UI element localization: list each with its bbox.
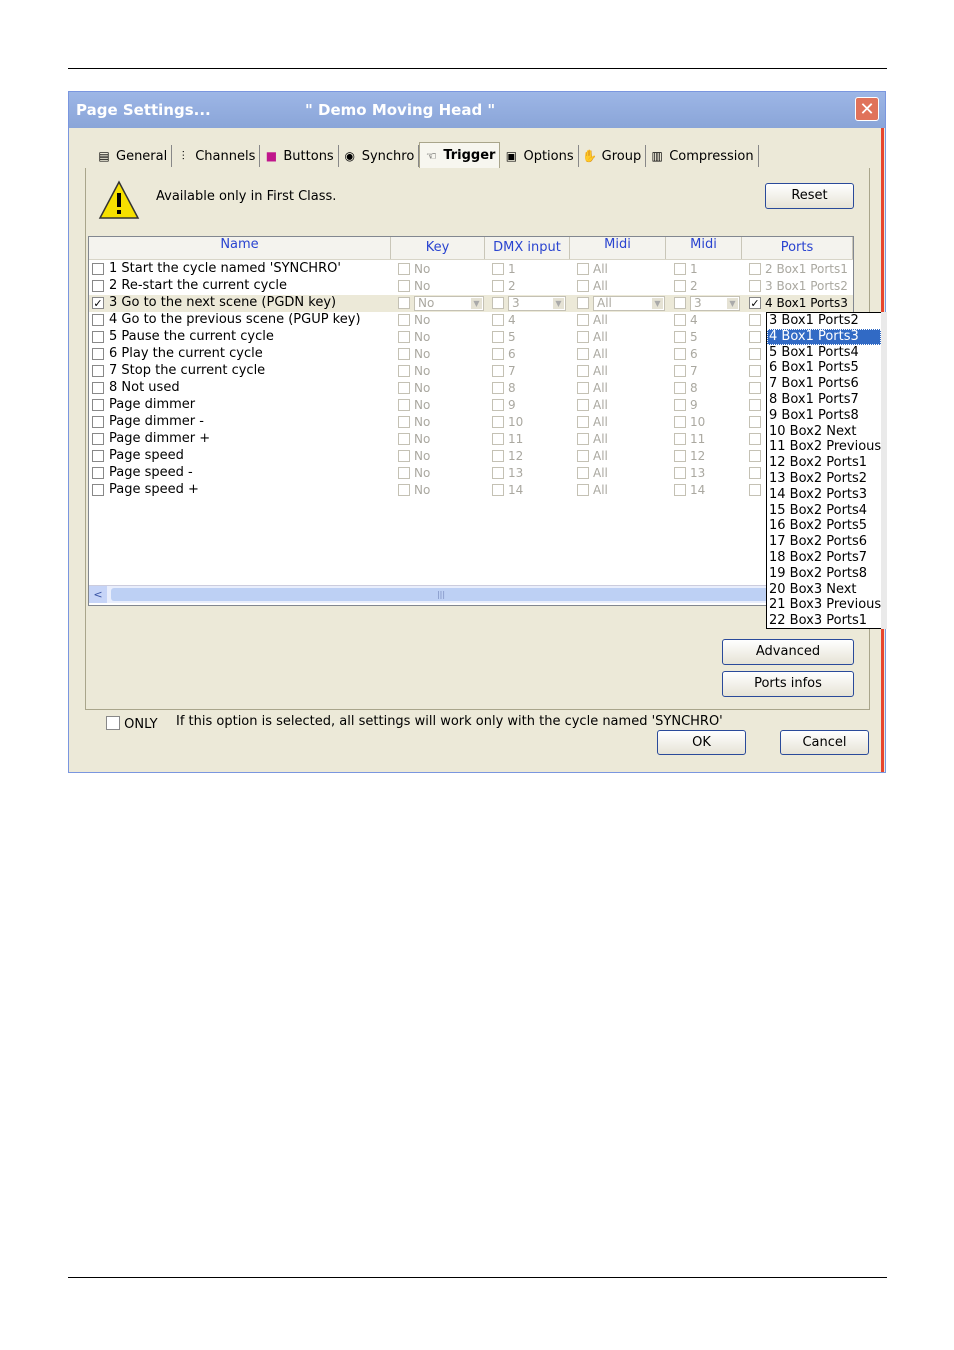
midi-channels-checkbox[interactable]: [577, 416, 589, 428]
only-option[interactable]: [106, 714, 158, 732]
key-value: No: [414, 347, 431, 361]
dropdown-option[interactable]: 8 Box1 Ports7: [769, 391, 859, 407]
dmx-input-checkbox[interactable]: [492, 399, 504, 411]
midi-note-checkbox[interactable]: [674, 297, 686, 309]
ports-value[interactable]: 4 Box1 Ports3: [765, 296, 848, 310]
table-row[interactable]: [89, 363, 853, 380]
row-enable-checkbox[interactable]: [92, 365, 104, 377]
key-value: No: [414, 449, 431, 463]
close-icon[interactable]: ✕: [855, 97, 879, 121]
dmx-input-checkbox[interactable]: [492, 365, 504, 377]
row-name: 3 Go to the next scene (PGDN key): [109, 295, 337, 310]
midi-channels-value: All: [593, 483, 608, 497]
dmx-input-checkbox[interactable]: [492, 433, 504, 445]
column-key[interactable]: Key: [391, 237, 485, 259]
midi-channels-value: All: [593, 313, 608, 327]
table-row[interactable]: [89, 448, 853, 465]
midi-channels-value: All: [593, 415, 608, 429]
table-row[interactable]: [89, 346, 853, 363]
key-checkbox[interactable]: [398, 365, 410, 377]
key-value: No: [414, 466, 431, 480]
dropdown-option[interactable]: 12 Box2 Ports1: [769, 455, 868, 471]
window-subtitle: " Demo Moving Head ": [305, 101, 496, 119]
midi-channels-checkbox[interactable]: [577, 365, 589, 377]
row-name: Page speed: [109, 448, 184, 463]
compression-icon: ▥: [651, 149, 663, 163]
midi-note-checkbox[interactable]: [674, 416, 686, 428]
midi-note-checkbox[interactable]: [674, 331, 686, 343]
row-enable-checkbox[interactable]: [92, 416, 104, 428]
row-enable-checkbox[interactable]: ✓: [93, 297, 103, 310]
dropdown-option[interactable]: 22 Box3 Ports1: [769, 613, 868, 629]
column-midi-note[interactable]: Midi: [666, 237, 742, 259]
key-checkbox[interactable]: [398, 263, 410, 275]
midi-channels-checkbox[interactable]: [577, 382, 589, 394]
midi-channels-checkbox[interactable]: [577, 399, 589, 411]
dmx-input-checkbox[interactable]: [492, 348, 504, 360]
dropdown-option[interactable]: 4 Box1 Ports3: [767, 329, 881, 345]
dmx-input-value: 6: [508, 347, 516, 361]
key-value: No: [414, 432, 431, 446]
key-checkbox[interactable]: [398, 382, 410, 394]
dropdown-option[interactable]: 10 Box2 Next: [769, 423, 857, 439]
row-name: Page dimmer -: [109, 414, 204, 429]
row-enable-checkbox[interactable]: [92, 280, 104, 292]
ports-checkbox[interactable]: [749, 433, 761, 445]
dropdown-option[interactable]: 20 Box3 Next: [769, 581, 857, 597]
midi-channels-checkbox[interactable]: [577, 297, 589, 309]
row-name: 2 Re-start the current cycle: [109, 278, 288, 293]
midi-channels-value: All: [597, 296, 612, 310]
dropdown-option[interactable]: 5 Box1 Ports4: [769, 344, 859, 360]
row-enable-checkbox[interactable]: [92, 467, 104, 479]
row-name: 5 Pause the current cycle: [109, 329, 274, 344]
midi-channels-value: All: [593, 381, 608, 395]
table-row[interactable]: [89, 465, 853, 482]
key-checkbox[interactable]: [398, 450, 410, 462]
midi-note-checkbox[interactable]: [674, 314, 686, 326]
row-enable-checkbox[interactable]: [92, 433, 104, 445]
tab-compression[interactable]: [646, 145, 758, 167]
midi-channels-checkbox[interactable]: [577, 348, 589, 360]
dropdown-option[interactable]: 6 Box1 Ports5: [769, 360, 859, 376]
scroll-left-icon[interactable]: <: [89, 586, 107, 603]
dmx-input-value: 9: [508, 398, 516, 412]
dropdown-option[interactable]: 7 Box1 Ports6: [769, 376, 859, 392]
row-name: Page speed -: [109, 465, 193, 480]
row-enable-checkbox[interactable]: [92, 331, 104, 343]
row-enable-checkbox[interactable]: [92, 348, 104, 360]
row-name: Page dimmer +: [109, 431, 211, 446]
midi-channels-checkbox[interactable]: [577, 314, 589, 326]
dmx-input-value: 1: [508, 262, 516, 276]
midi-note-value: 6: [690, 347, 698, 361]
dmx-input-value: 2: [508, 279, 516, 293]
midi-channels-value: All: [593, 432, 608, 446]
dmx-input-checkbox[interactable]: [492, 280, 504, 292]
row-enable-checkbox[interactable]: [92, 450, 104, 462]
midi-channels-checkbox[interactable]: [577, 433, 589, 445]
ports-checkbox[interactable]: [749, 399, 761, 411]
midi-note-value: 5: [690, 330, 698, 344]
ports-infos-button[interactable]: Ports infos: [722, 671, 854, 697]
midi-note-value: 2: [690, 279, 698, 293]
dmx-input-value: 4: [508, 313, 516, 327]
sliders-icon: ⫶: [181, 149, 185, 163]
ports-dropdown-list[interactable]: [766, 312, 882, 629]
midi-channels-value: All: [593, 262, 608, 276]
dmx-input-checkbox[interactable]: [492, 297, 504, 309]
table-row[interactable]: [89, 380, 853, 397]
dropdown-option[interactable]: 18 Box2 Ports7: [769, 549, 868, 565]
trigger-grid[interactable]: [88, 236, 854, 606]
hand-icon: ✋: [582, 149, 598, 163]
synchro-icon: ◉: [344, 149, 355, 163]
midi-note-value: 11: [690, 432, 706, 446]
ports-checkbox[interactable]: [749, 331, 761, 343]
dmx-input-value: 5: [508, 330, 516, 344]
tab-general[interactable]: [93, 145, 172, 167]
key-value: No: [414, 330, 431, 344]
midi-channels-checkbox[interactable]: [577, 450, 589, 462]
dmx-input-value: 7: [508, 364, 516, 378]
midi-channels-checkbox[interactable]: [577, 467, 589, 479]
dmx-input-value: 14: [508, 483, 524, 497]
title-bar: [69, 92, 885, 128]
dmx-input-checkbox[interactable]: [492, 314, 504, 326]
midi-channels-value: All: [593, 347, 608, 361]
dropdown-option[interactable]: 17 Box2 Ports6: [769, 534, 868, 550]
dmx-input-checkbox[interactable]: [492, 467, 504, 479]
dropdown-option[interactable]: 13 Box2 Ports2: [769, 470, 868, 486]
ports-checkbox[interactable]: [749, 314, 761, 326]
key-combo[interactable]: [414, 296, 484, 311]
dmx-input-checkbox[interactable]: [492, 450, 504, 462]
table-row[interactable]: [89, 261, 853, 278]
button-icon: ■: [265, 149, 278, 163]
row-enable-checkbox[interactable]: [92, 263, 104, 275]
midi-note-value: 9: [690, 398, 698, 412]
availability-notice: Available only in First Class.: [156, 189, 337, 204]
tab-synchro[interactable]: [339, 145, 420, 167]
tab-label: General: [116, 148, 168, 164]
midi-channels-value: All: [593, 330, 608, 344]
tab-channels[interactable]: [172, 145, 260, 167]
cancel-button[interactable]: Cancel: [780, 730, 869, 755]
ports-value: 3 Box1 Ports2: [765, 279, 848, 293]
ports-checkbox[interactable]: [749, 450, 761, 462]
tab-label: Compression: [669, 148, 754, 164]
midi-channels-checkbox[interactable]: [577, 263, 589, 275]
table-row[interactable]: [89, 482, 853, 499]
chevron-down-icon[interactable]: ▼: [553, 298, 564, 309]
horizontal-scrollbar[interactable]: [89, 585, 853, 603]
midi-note-checkbox[interactable]: [674, 280, 686, 292]
ports-checkbox[interactable]: [749, 263, 761, 275]
key-checkbox[interactable]: [398, 416, 410, 428]
midi-note-value: 8: [690, 381, 698, 395]
tab-bar: [93, 142, 759, 168]
dmx-input-checkbox[interactable]: [492, 416, 504, 428]
midi-channels-value: All: [593, 449, 608, 463]
tab-label: Synchro: [361, 148, 415, 164]
only-description: If this option is selected, all settings will work only with the cycle named 'SYNCHRO': [176, 714, 723, 729]
column-name[interactable]: Name: [89, 237, 391, 259]
dmx-input-checkbox[interactable]: [492, 484, 504, 496]
window-title: Page Settings...: [76, 101, 211, 119]
row-name: Page dimmer: [109, 397, 196, 412]
row-name: 4 Go to the previous scene (PGUP key): [109, 312, 361, 327]
dropdown-option[interactable]: 14 Box2 Ports3: [769, 486, 868, 502]
ports-checkbox[interactable]: [749, 416, 761, 428]
page-icon: ▤: [98, 149, 110, 163]
key-value: No: [414, 262, 431, 276]
key-value: No: [414, 398, 431, 412]
key-checkbox[interactable]: [398, 297, 410, 309]
key-value: No: [418, 296, 435, 310]
only-checkbox[interactable]: [106, 716, 120, 730]
table-row[interactable]: [89, 312, 853, 329]
ports-checkbox[interactable]: [749, 382, 761, 394]
row-name: 8 Not used: [109, 380, 180, 395]
ports-checkbox[interactable]: ✓: [750, 297, 760, 310]
table-row[interactable]: [89, 431, 853, 448]
midi-note-checkbox[interactable]: [674, 365, 686, 377]
midi-note-checkbox[interactable]: [674, 467, 686, 479]
row-name: 7 Stop the current cycle: [109, 363, 266, 378]
row-enable-checkbox[interactable]: [92, 484, 104, 496]
row-enable-checkbox[interactable]: [92, 399, 104, 411]
dropdown-option[interactable]: 21 Box3 Previous: [769, 597, 882, 613]
midi-note-checkbox[interactable]: [674, 399, 686, 411]
key-value: No: [414, 483, 431, 497]
ok-button[interactable]: OK: [657, 730, 746, 755]
row-name: 6 Play the current cycle: [109, 346, 263, 361]
advanced-button[interactable]: Advanced: [722, 639, 854, 665]
key-value: No: [414, 415, 431, 429]
dropdown-option[interactable]: 11 Box2 Previous: [769, 439, 882, 455]
tab-label: Buttons: [283, 148, 334, 164]
ports-checkbox[interactable]: [749, 365, 761, 377]
scroll-thumb[interactable]: |||: [111, 588, 771, 601]
dmx-input-value: 12: [508, 449, 524, 463]
midi-note-checkbox[interactable]: [674, 450, 686, 462]
tab-group[interactable]: [579, 145, 647, 167]
ports-checkbox[interactable]: [749, 467, 761, 479]
chevron-down-icon[interactable]: ▼: [471, 298, 482, 309]
tab-label: Channels: [195, 148, 256, 164]
key-value: No: [414, 279, 431, 293]
top-rule: [68, 68, 887, 69]
midi-note-value: 14: [690, 483, 706, 497]
chevron-down-icon[interactable]: ▼: [652, 298, 663, 309]
table-row[interactable]: [89, 278, 853, 295]
midi-note-checkbox[interactable]: [674, 263, 686, 275]
dmx-input-checkbox[interactable]: [492, 263, 504, 275]
midi-note-value: 3: [694, 296, 702, 310]
key-value: No: [414, 381, 431, 395]
key-checkbox[interactable]: [398, 399, 410, 411]
midi-note-checkbox[interactable]: [674, 348, 686, 360]
key-checkbox[interactable]: [398, 484, 410, 496]
tab-options[interactable]: [500, 145, 578, 167]
midi-channels-value: All: [593, 279, 608, 293]
key-checkbox[interactable]: [398, 348, 410, 360]
midi-note-combo[interactable]: [690, 296, 740, 311]
midi-note-value: 7: [690, 364, 698, 378]
warning-icon: [98, 180, 140, 220]
midi-channels-value: All: [593, 398, 608, 412]
ports-checkbox[interactable]: [749, 484, 761, 496]
dmx-input-value: 13: [508, 466, 524, 480]
table-row[interactable]: [89, 295, 853, 312]
midi-note-checkbox[interactable]: [674, 382, 686, 394]
column-dmx-input[interactable]: DMX input: [485, 237, 570, 259]
midi-note-value: 1: [690, 262, 698, 276]
dmx-input-value: 10: [508, 415, 524, 429]
midi-channels-checkbox[interactable]: [577, 331, 589, 343]
only-label: ONLY: [124, 717, 158, 732]
tab-label: Trigger: [443, 148, 496, 163]
dropdown-option[interactable]: 19 Box2 Ports8: [769, 565, 868, 581]
midi-channels-value: All: [593, 364, 608, 378]
bottom-rule: [68, 1277, 887, 1278]
reset-button[interactable]: Reset: [765, 183, 854, 209]
midi-note-value: 13: [690, 466, 706, 480]
table-row[interactable]: [89, 414, 853, 431]
row-name: Page speed +: [109, 482, 199, 497]
midi-note-checkbox[interactable]: [674, 484, 686, 496]
dmx-input-value: 8: [508, 381, 516, 395]
midi-channels-combo[interactable]: [593, 296, 665, 311]
table-row[interactable]: [89, 329, 853, 346]
dropdown-option[interactable]: 15 Box2 Ports4: [769, 502, 868, 518]
tab-trigger[interactable]: [419, 142, 500, 168]
tab-buttons[interactable]: [260, 145, 338, 167]
trigger-icon: ☜: [425, 148, 437, 163]
tab-label: Options: [523, 148, 574, 164]
key-value: No: [414, 313, 431, 327]
row-name: 1 Start the cycle named 'SYNCHRO': [109, 261, 341, 276]
midi-note-value: 4: [690, 313, 698, 327]
dmx-input-checkbox[interactable]: [492, 331, 504, 343]
key-checkbox[interactable]: [398, 280, 410, 292]
midi-channels-checkbox[interactable]: [577, 280, 589, 292]
dmx-input-value: 11: [508, 432, 524, 446]
dropdown-option[interactable]: 9 Box1 Ports8: [769, 407, 859, 423]
ports-checkbox[interactable]: [749, 280, 761, 292]
table-row[interactable]: [89, 397, 853, 414]
column-midi-channels[interactable]: Midi: [570, 237, 666, 259]
key-checkbox[interactable]: [398, 433, 410, 445]
midi-channels-checkbox[interactable]: [577, 484, 589, 496]
key-checkbox[interactable]: [398, 331, 410, 343]
column-ports[interactable]: Ports: [742, 237, 853, 259]
tab-label: Group: [601, 148, 642, 164]
dropdown-option[interactable]: 3 Box1 Ports2: [769, 313, 859, 328]
ports-checkbox[interactable]: [749, 348, 761, 360]
midi-channels-value: All: [593, 466, 608, 480]
ports-value: 2 Box1 Ports1: [765, 262, 848, 276]
chevron-down-icon[interactable]: ▼: [727, 298, 738, 309]
row-enable-checkbox[interactable]: [92, 382, 104, 394]
options-icon: ▣: [505, 149, 518, 163]
dmx-input-value: 3: [512, 296, 520, 310]
dropdown-option[interactable]: 16 Box2 Ports5: [769, 518, 868, 534]
dropdown-scrollbar[interactable]: [881, 312, 887, 629]
grid-header: [89, 237, 853, 260]
midi-note-value: 10: [690, 415, 706, 429]
dmx-input-checkbox[interactable]: [492, 382, 504, 394]
midi-note-checkbox[interactable]: [674, 433, 686, 445]
key-value: No: [414, 364, 431, 378]
midi-note-value: 12: [690, 449, 706, 463]
row-enable-checkbox[interactable]: [92, 314, 104, 326]
key-checkbox[interactable]: [398, 467, 410, 479]
dmx-input-combo[interactable]: [508, 296, 566, 311]
key-checkbox[interactable]: [398, 314, 410, 326]
